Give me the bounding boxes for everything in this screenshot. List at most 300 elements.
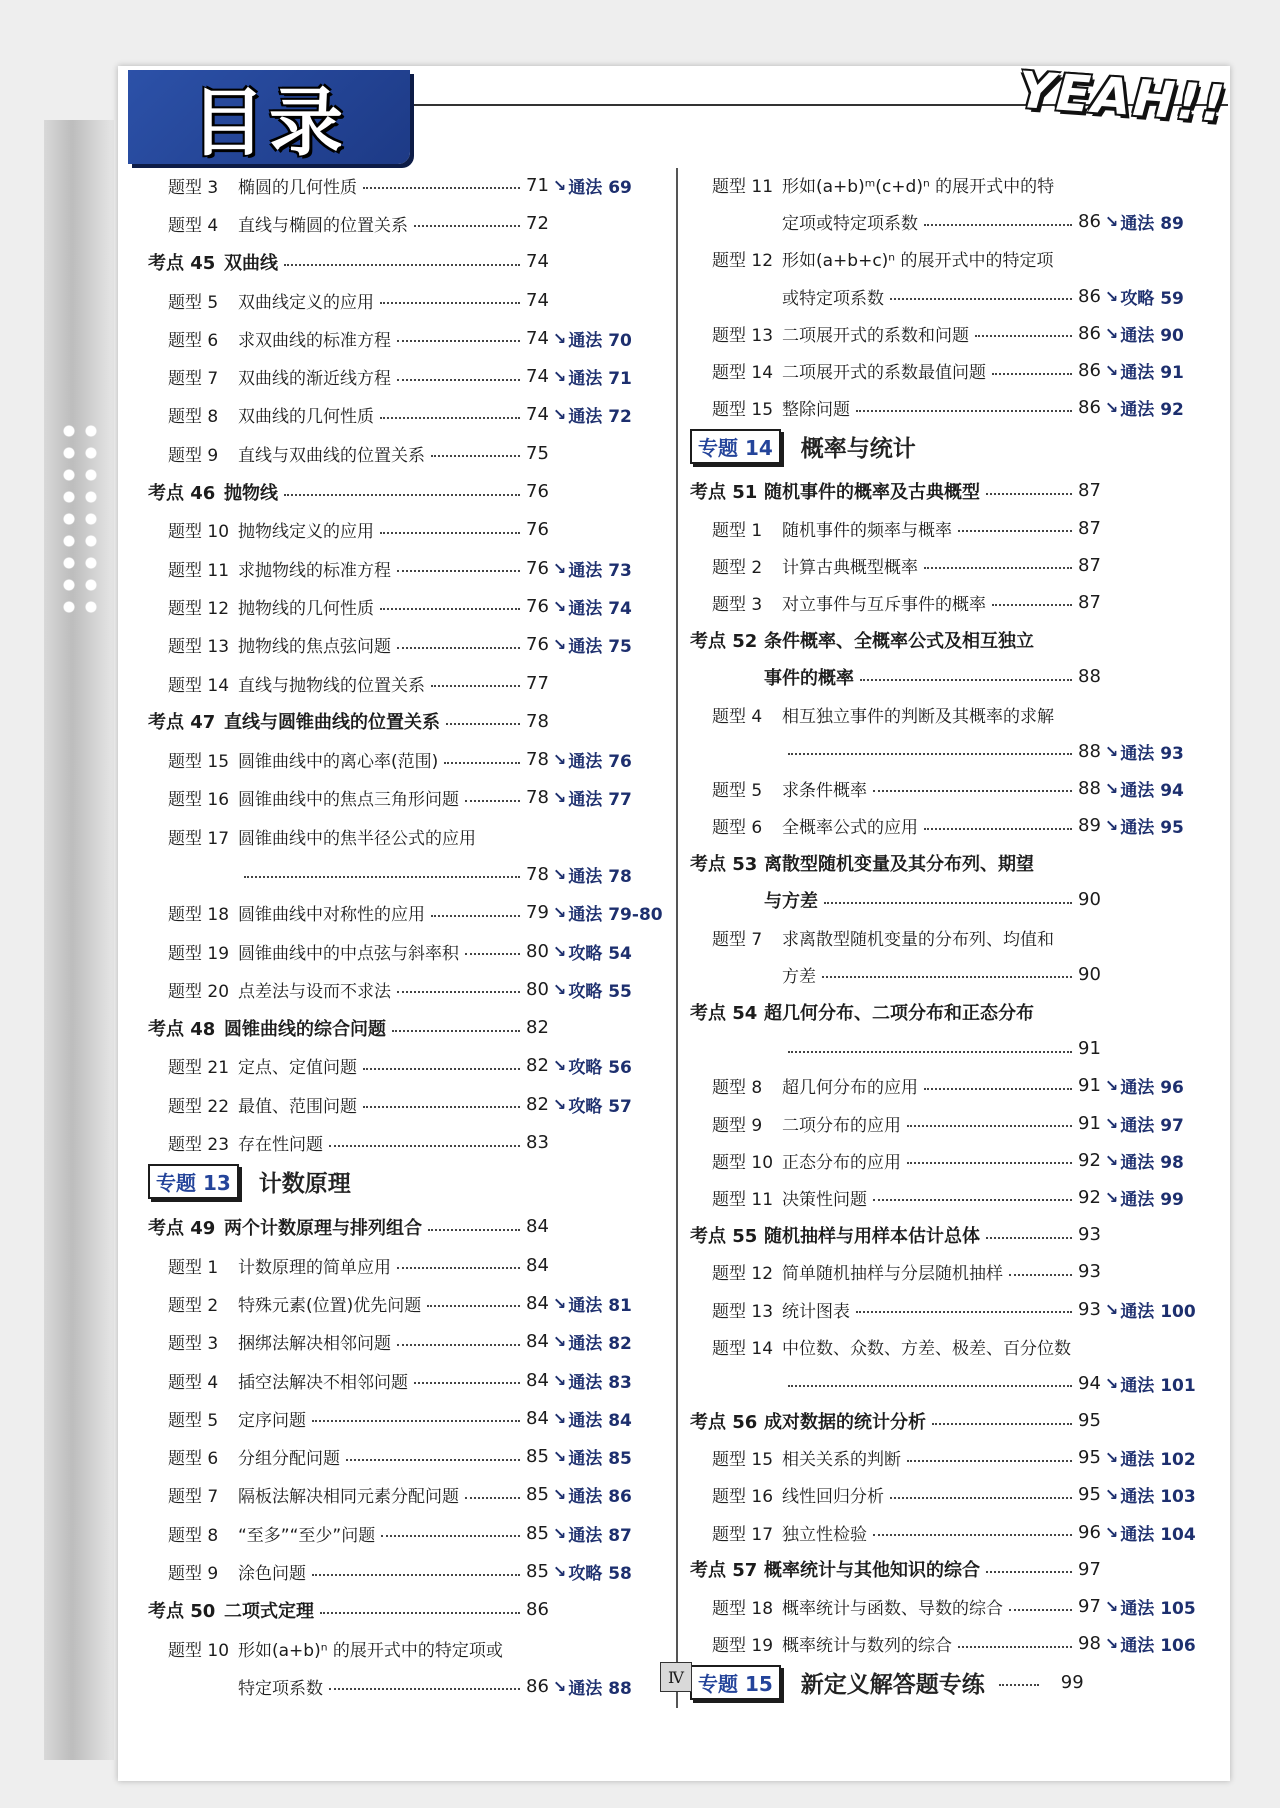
item-label: 题型 12 bbox=[168, 598, 230, 619]
page-ref bbox=[526, 1667, 632, 1705]
entry-text: 定序问题 bbox=[238, 1410, 306, 1431]
entry-text: 求条件概率 bbox=[782, 780, 867, 801]
toc-row[interactable] bbox=[690, 352, 1210, 389]
page-number: 84 bbox=[526, 1254, 549, 1276]
page-ref bbox=[526, 511, 549, 549]
page-number: 86 bbox=[1078, 211, 1101, 233]
cross-reference: 通法 87 bbox=[568, 1525, 632, 1546]
toc-row[interactable] bbox=[690, 1625, 1210, 1662]
toc-row[interactable] bbox=[148, 1284, 658, 1322]
toc-row[interactable] bbox=[148, 894, 663, 932]
toc-row[interactable] bbox=[148, 434, 658, 472]
toc-row[interactable] bbox=[148, 1323, 658, 1361]
section-label: 考点 46 bbox=[148, 482, 216, 504]
cross-reference: 通法 73 bbox=[568, 560, 632, 581]
toc-row[interactable] bbox=[690, 584, 1210, 621]
topic-title: 新定义解答题专练 bbox=[800, 1671, 985, 1698]
entry-text: 随机事件的概率及古典概型 bbox=[764, 481, 980, 503]
entry-text: 点差法与设而不求法 bbox=[238, 981, 391, 1002]
topic-heading[interactable] bbox=[148, 1162, 658, 1208]
page-ref bbox=[526, 243, 549, 281]
arrow-icon: ↘ bbox=[1104, 1076, 1119, 1096]
page-ref bbox=[526, 549, 632, 587]
page-number: 76 bbox=[526, 595, 549, 617]
section-label: 考点 48 bbox=[148, 1018, 216, 1040]
item-label: 题型 4 bbox=[168, 215, 219, 236]
toc-row[interactable] bbox=[148, 204, 658, 242]
leader-dots bbox=[924, 567, 1072, 569]
item-label: 题型 6 bbox=[168, 330, 219, 351]
section-row[interactable] bbox=[690, 1551, 1210, 1588]
page-number: 80 bbox=[526, 940, 549, 962]
page-ref bbox=[1078, 1402, 1101, 1439]
page-ref bbox=[1078, 658, 1101, 695]
leader-dots bbox=[414, 1382, 520, 1384]
entry-line bbox=[782, 1365, 1078, 1402]
page-number: 78 bbox=[526, 787, 549, 809]
page-ref bbox=[1078, 315, 1184, 352]
toc-left-column bbox=[148, 166, 663, 1706]
item-label: 题型 13 bbox=[712, 1301, 774, 1322]
arrow-icon: ↘ bbox=[552, 1293, 567, 1313]
toc-row[interactable] bbox=[690, 956, 1210, 993]
leader-dots bbox=[444, 762, 520, 764]
page-number: 82 bbox=[526, 1093, 549, 1115]
toc-row[interactable] bbox=[690, 1514, 1210, 1551]
page-number: 75 bbox=[526, 442, 549, 464]
arrow-icon: ↘ bbox=[1104, 741, 1119, 761]
entry-line bbox=[238, 1667, 526, 1705]
toc-row[interactable] bbox=[690, 1588, 1210, 1625]
toc-row[interactable] bbox=[148, 1514, 658, 1552]
section-label: 考点 53 bbox=[690, 853, 758, 875]
entry-text: 双曲线 bbox=[224, 252, 278, 274]
page-number: 91 bbox=[1078, 1038, 1101, 1060]
page-ref bbox=[526, 1085, 632, 1123]
entry-line bbox=[782, 1253, 1078, 1290]
page-ref bbox=[526, 626, 632, 664]
cross-reference: 通法 78 bbox=[568, 866, 632, 887]
page-number: 80 bbox=[526, 978, 549, 1000]
page-number: 87 bbox=[1078, 517, 1101, 539]
entry-line bbox=[782, 547, 1078, 584]
page-number: 91 bbox=[1078, 1112, 1101, 1134]
cross-reference: 通法 101 bbox=[1120, 1375, 1196, 1396]
item-label: 题型 6 bbox=[712, 818, 763, 839]
toc-row[interactable] bbox=[148, 511, 658, 549]
leader-dots bbox=[397, 1267, 520, 1269]
page-number: 86 bbox=[1078, 285, 1101, 307]
item-label: 题型 11 bbox=[712, 177, 774, 198]
entry-line bbox=[782, 1328, 1078, 1365]
leader-dots bbox=[329, 1145, 520, 1147]
leader-dots bbox=[958, 530, 1072, 532]
toc-row[interactable] bbox=[690, 1030, 1210, 1067]
arrow-icon: ↘ bbox=[552, 979, 567, 999]
toc-row[interactable] bbox=[148, 626, 658, 664]
section-row[interactable] bbox=[148, 472, 658, 510]
toc-right-column bbox=[690, 166, 1210, 1708]
entry-text: 分组分配问题 bbox=[238, 1449, 340, 1470]
section-row[interactable] bbox=[148, 1591, 658, 1629]
entry-text: 概率统计与其他知识的综合 bbox=[764, 1560, 980, 1582]
toc-row[interactable] bbox=[690, 807, 1210, 844]
item-label: 题型 23 bbox=[168, 1135, 230, 1156]
page-ref bbox=[1078, 389, 1184, 426]
item-label: 题型 19 bbox=[168, 943, 230, 964]
cross-reference: 通法 102 bbox=[1120, 1450, 1196, 1471]
item-label: 题型 15 bbox=[712, 1450, 774, 1471]
entry-line bbox=[238, 511, 526, 549]
item-label: 题型 10 bbox=[712, 1152, 774, 1173]
toc-row[interactable] bbox=[690, 1328, 1210, 1365]
page-number: 74 bbox=[526, 404, 549, 426]
leader-dots bbox=[992, 604, 1072, 606]
entry-text: 直线与圆锥曲线的位置关系 bbox=[224, 712, 440, 734]
section-label: 考点 51 bbox=[690, 481, 758, 503]
toc-row[interactable] bbox=[148, 1123, 658, 1161]
entry-line bbox=[238, 1284, 526, 1322]
toc-row[interactable] bbox=[148, 817, 658, 855]
leader-dots bbox=[431, 685, 520, 687]
item-label: 题型 9 bbox=[712, 1115, 763, 1136]
toc-row[interactable] bbox=[690, 1105, 1210, 1142]
section-row[interactable] bbox=[148, 1009, 658, 1047]
entry-text: 中位数、众数、方差、极差、百分位数 bbox=[782, 1338, 1071, 1359]
section-row[interactable] bbox=[148, 702, 658, 740]
entry-line bbox=[764, 621, 1078, 658]
entry-text: 二项分布的应用 bbox=[782, 1115, 901, 1136]
toc-row[interactable] bbox=[148, 587, 658, 625]
entry-text: 随机事件的频率与概率 bbox=[782, 520, 952, 541]
page-ref bbox=[1078, 1514, 1196, 1551]
item-label: 题型 8 bbox=[168, 1525, 219, 1546]
toc-row[interactable] bbox=[148, 549, 658, 587]
page-title: 目录 bbox=[191, 80, 347, 166]
toc-row[interactable] bbox=[690, 919, 1210, 956]
item-label: 题型 19 bbox=[712, 1636, 774, 1657]
leader-dots bbox=[465, 800, 520, 802]
entry-line bbox=[764, 1551, 1078, 1588]
entry-text: 圆锥曲线中的中点弦与斜率积 bbox=[238, 943, 459, 964]
item-label: 题型 5 bbox=[712, 780, 763, 801]
toc-row[interactable] bbox=[148, 357, 658, 395]
entry-text: 特殊元素(位置)优先问题 bbox=[238, 1295, 422, 1316]
item-label: 题型 15 bbox=[712, 400, 774, 421]
topic-badge: 专题 15 bbox=[690, 1665, 781, 1700]
page-ref bbox=[1078, 510, 1101, 547]
leader-dots bbox=[380, 417, 520, 419]
toc-row[interactable] bbox=[148, 281, 658, 319]
entry-text: 简单随机抽样与分层随机抽样 bbox=[782, 1264, 1003, 1285]
page-number: 86 bbox=[1078, 360, 1101, 382]
cross-reference: 通法 72 bbox=[568, 407, 632, 428]
entry-text: 形如(a+b+c)ⁿ 的展开式中的特定项 bbox=[782, 251, 1054, 272]
entry-text: 事件的概率 bbox=[764, 667, 854, 689]
cross-reference: 通法 103 bbox=[1120, 1487, 1196, 1508]
item-label: 题型 7 bbox=[168, 369, 219, 390]
toc-row[interactable] bbox=[690, 1142, 1210, 1179]
toc-row[interactable] bbox=[690, 1476, 1210, 1513]
item-label: 题型 3 bbox=[168, 177, 219, 198]
arrow-icon: ↘ bbox=[552, 1447, 567, 1467]
entry-text: 或特定项系数 bbox=[782, 288, 884, 309]
item-label: 题型 20 bbox=[168, 981, 230, 1002]
toc-row[interactable] bbox=[148, 1399, 658, 1437]
page-ref bbox=[526, 1009, 549, 1047]
page-number: 88 bbox=[1078, 666, 1101, 688]
page-ref bbox=[1078, 770, 1184, 807]
entry-text: 独立性检验 bbox=[782, 1524, 867, 1545]
page-ref bbox=[1078, 733, 1184, 770]
entry-text: 离散型随机变量及其分布列、期望 bbox=[764, 853, 1034, 875]
toc-row[interactable] bbox=[690, 278, 1210, 315]
topic-heading[interactable] bbox=[690, 1662, 1210, 1708]
arrow-icon: ↘ bbox=[1104, 286, 1119, 306]
item-label: 题型 9 bbox=[168, 445, 219, 466]
entry-text: 统计图表 bbox=[782, 1301, 850, 1322]
toc-row[interactable] bbox=[148, 1438, 658, 1476]
item-label: 题型 18 bbox=[168, 905, 230, 926]
entry-line bbox=[238, 396, 526, 434]
toc-row[interactable] bbox=[690, 240, 1210, 277]
entry-line bbox=[238, 1123, 526, 1161]
toc-row[interactable] bbox=[690, 695, 1210, 732]
item-label: 题型 17 bbox=[168, 828, 230, 849]
toc-row[interactable] bbox=[690, 389, 1210, 426]
leader-dots bbox=[788, 1385, 1072, 1387]
page-ref bbox=[526, 1591, 549, 1629]
topic-heading[interactable] bbox=[690, 426, 1210, 472]
page-ref bbox=[1078, 547, 1101, 584]
toc-row[interactable] bbox=[148, 1361, 658, 1399]
toc-row[interactable] bbox=[148, 855, 658, 893]
entry-text: 隔板法解决相同元素分配问题 bbox=[238, 1487, 459, 1508]
arrow-icon: ↘ bbox=[552, 788, 567, 808]
toc-row[interactable] bbox=[148, 319, 658, 357]
page-number: 78 bbox=[526, 749, 549, 771]
page-number: 96 bbox=[1078, 1521, 1101, 1543]
column-divider bbox=[676, 168, 678, 1708]
topic-title: 概率与统计 bbox=[800, 435, 916, 462]
leader-dots bbox=[312, 1420, 520, 1422]
page-ref bbox=[1078, 1030, 1101, 1067]
cross-reference: 通法 88 bbox=[568, 1678, 632, 1699]
item-label: 题型 14 bbox=[712, 363, 774, 384]
arrow-icon: ↘ bbox=[552, 750, 567, 770]
toc-row[interactable] bbox=[148, 932, 658, 970]
page-ref bbox=[1078, 203, 1184, 240]
arrow-icon: ↘ bbox=[552, 405, 567, 425]
page-number: 85 bbox=[526, 1561, 549, 1583]
item-label: 题型 3 bbox=[168, 1334, 219, 1355]
entry-line bbox=[782, 389, 1078, 426]
item-label: 题型 16 bbox=[168, 790, 230, 811]
page-number: 95 bbox=[1078, 1447, 1101, 1469]
arrow-icon: ↘ bbox=[552, 328, 567, 348]
arrow-icon: ↘ bbox=[1104, 1597, 1119, 1617]
entry-text: 最值、范围问题 bbox=[238, 1096, 357, 1117]
page-number: 74 bbox=[526, 251, 549, 273]
cross-reference: 通法 97 bbox=[1120, 1115, 1184, 1136]
entry-text: 圆锥曲线中的焦点三角形问题 bbox=[238, 790, 459, 811]
toc-row[interactable] bbox=[690, 1067, 1210, 1104]
arrow-icon: ↘ bbox=[552, 367, 567, 387]
cross-reference: 通法 71 bbox=[568, 369, 632, 390]
item-label: 题型 16 bbox=[712, 1487, 774, 1508]
entry-line bbox=[238, 1399, 526, 1437]
toc-row[interactable] bbox=[148, 1246, 658, 1284]
toc-row[interactable] bbox=[148, 970, 658, 1008]
page-number: 90 bbox=[1078, 889, 1101, 911]
page-number: 88 bbox=[1078, 740, 1101, 762]
toc-row[interactable] bbox=[690, 547, 1210, 584]
toc-row[interactable] bbox=[148, 1476, 658, 1514]
entry-text: 超几何分布的应用 bbox=[782, 1078, 918, 1099]
topic-badge: 专题 14 bbox=[690, 429, 781, 464]
section-row[interactable] bbox=[690, 844, 1210, 881]
page-ref bbox=[1078, 807, 1184, 844]
toc-row[interactable] bbox=[690, 510, 1210, 547]
section-row[interactable] bbox=[690, 881, 1210, 918]
toc-row[interactable] bbox=[690, 1179, 1210, 1216]
leader-dots bbox=[431, 455, 520, 457]
leader-dots bbox=[924, 1088, 1072, 1090]
toc-row[interactable] bbox=[148, 740, 658, 778]
entry-line bbox=[782, 584, 1078, 621]
item-label: 题型 15 bbox=[168, 752, 230, 773]
toc-row[interactable] bbox=[148, 1552, 658, 1590]
leader-dots bbox=[380, 532, 520, 534]
toc-row[interactable] bbox=[148, 1667, 658, 1705]
toc-row[interactable] bbox=[690, 1365, 1210, 1402]
entry-line bbox=[238, 779, 526, 817]
section-row[interactable] bbox=[690, 993, 1210, 1030]
leader-dots bbox=[397, 991, 520, 993]
cross-reference: 攻略 57 bbox=[568, 1096, 632, 1117]
arrow-icon: ↘ bbox=[1104, 1485, 1119, 1505]
section-row[interactable] bbox=[690, 658, 1210, 695]
page-number: 97 bbox=[1078, 1596, 1101, 1618]
leader-dots bbox=[397, 1344, 520, 1346]
toc-row[interactable] bbox=[148, 166, 658, 204]
item-label: 题型 14 bbox=[712, 1338, 774, 1359]
entry-line bbox=[764, 844, 1078, 881]
toc-row[interactable] bbox=[690, 315, 1210, 352]
entry-text: 正态分布的应用 bbox=[782, 1152, 901, 1173]
toc-row[interactable] bbox=[148, 779, 658, 817]
item-label: 题型 11 bbox=[168, 560, 230, 581]
cross-reference: 通法 106 bbox=[1120, 1636, 1196, 1657]
leader-dots bbox=[397, 340, 520, 342]
toc-row[interactable] bbox=[148, 1085, 658, 1123]
section-row[interactable] bbox=[148, 243, 658, 281]
toc-row[interactable] bbox=[148, 664, 658, 702]
arrow-icon: ↘ bbox=[1104, 212, 1119, 232]
section-label: 考点 50 bbox=[148, 1600, 216, 1622]
cross-reference: 攻略 59 bbox=[1120, 288, 1184, 309]
section-row[interactable] bbox=[690, 1402, 1210, 1439]
item-label: 题型 10 bbox=[168, 522, 230, 543]
entry-line bbox=[782, 733, 1078, 770]
entry-line bbox=[782, 770, 1078, 807]
entry-text: 全概率公式的应用 bbox=[782, 818, 918, 839]
page-ref bbox=[1078, 1476, 1196, 1513]
entry-line bbox=[238, 1361, 526, 1399]
entry-text: 双曲线定义的应用 bbox=[238, 292, 374, 313]
page-ref bbox=[526, 357, 632, 395]
arrow-icon: ↘ bbox=[1104, 1113, 1119, 1133]
page-number: 74 bbox=[526, 327, 549, 349]
toc-row[interactable] bbox=[690, 733, 1210, 770]
entry-text: 二项展开式的系数最值问题 bbox=[782, 363, 986, 384]
toc-row[interactable] bbox=[690, 770, 1210, 807]
leader-dots bbox=[428, 1229, 520, 1231]
page-ref bbox=[1078, 956, 1101, 993]
page-number: 86 bbox=[1078, 322, 1101, 344]
arrow-icon: ↘ bbox=[1104, 1187, 1119, 1207]
toc-row[interactable] bbox=[690, 1439, 1210, 1476]
leader-dots bbox=[907, 1162, 1072, 1164]
entry-line bbox=[782, 1030, 1078, 1067]
leader-dots bbox=[414, 225, 520, 227]
item-label: 题型 7 bbox=[168, 1487, 219, 1508]
section-row[interactable] bbox=[690, 472, 1210, 509]
arrow-icon: ↘ bbox=[552, 175, 567, 195]
page-ref bbox=[1078, 1179, 1184, 1216]
entry-text: 圆锥曲线中的离心率(范围) bbox=[238, 752, 439, 773]
arrow-icon: ↘ bbox=[1104, 1634, 1119, 1654]
toc-row[interactable] bbox=[690, 166, 1210, 203]
entry-text: 成对数据的统计分析 bbox=[764, 1411, 926, 1433]
item-label: 题型 8 bbox=[712, 1078, 763, 1099]
leader-dots bbox=[431, 915, 520, 917]
toc-row[interactable] bbox=[148, 1047, 658, 1085]
section-row[interactable] bbox=[148, 1208, 658, 1246]
entry-line bbox=[238, 1323, 526, 1361]
toc-row[interactable] bbox=[148, 1629, 658, 1667]
section-row[interactable] bbox=[690, 1216, 1210, 1253]
page-ref bbox=[1078, 1216, 1101, 1253]
item-label: 题型 1 bbox=[168, 1257, 219, 1278]
toc-row[interactable] bbox=[690, 203, 1210, 240]
item-label: 题型 4 bbox=[168, 1372, 219, 1393]
page-ref bbox=[526, 587, 632, 625]
toc-row[interactable] bbox=[690, 1253, 1210, 1290]
leader-dots bbox=[244, 876, 520, 878]
entry-line bbox=[782, 695, 1078, 732]
entry-line bbox=[782, 352, 1078, 389]
item-label: 题型 11 bbox=[712, 1189, 774, 1210]
page-number: 86 bbox=[1078, 397, 1101, 419]
item-label: 题型 10 bbox=[168, 1640, 230, 1661]
cross-reference: 通法 95 bbox=[1120, 818, 1184, 839]
toc-row[interactable] bbox=[690, 1290, 1210, 1327]
leader-dots bbox=[329, 1688, 520, 1690]
arrow-icon: ↘ bbox=[1104, 361, 1119, 381]
item-label: 题型 1 bbox=[712, 520, 763, 541]
cross-reference: 通法 98 bbox=[1120, 1152, 1184, 1173]
toc-row[interactable] bbox=[148, 396, 658, 434]
entry-line bbox=[224, 1009, 526, 1047]
entry-text: 直线与抛物线的位置关系 bbox=[238, 675, 425, 696]
entry-line bbox=[782, 1105, 1078, 1142]
section-row[interactable] bbox=[690, 621, 1210, 658]
cross-reference: 通法 96 bbox=[1120, 1078, 1184, 1099]
leader-dots bbox=[907, 1125, 1072, 1127]
item-label: 题型 18 bbox=[712, 1599, 774, 1620]
page-number: 72 bbox=[526, 212, 549, 234]
